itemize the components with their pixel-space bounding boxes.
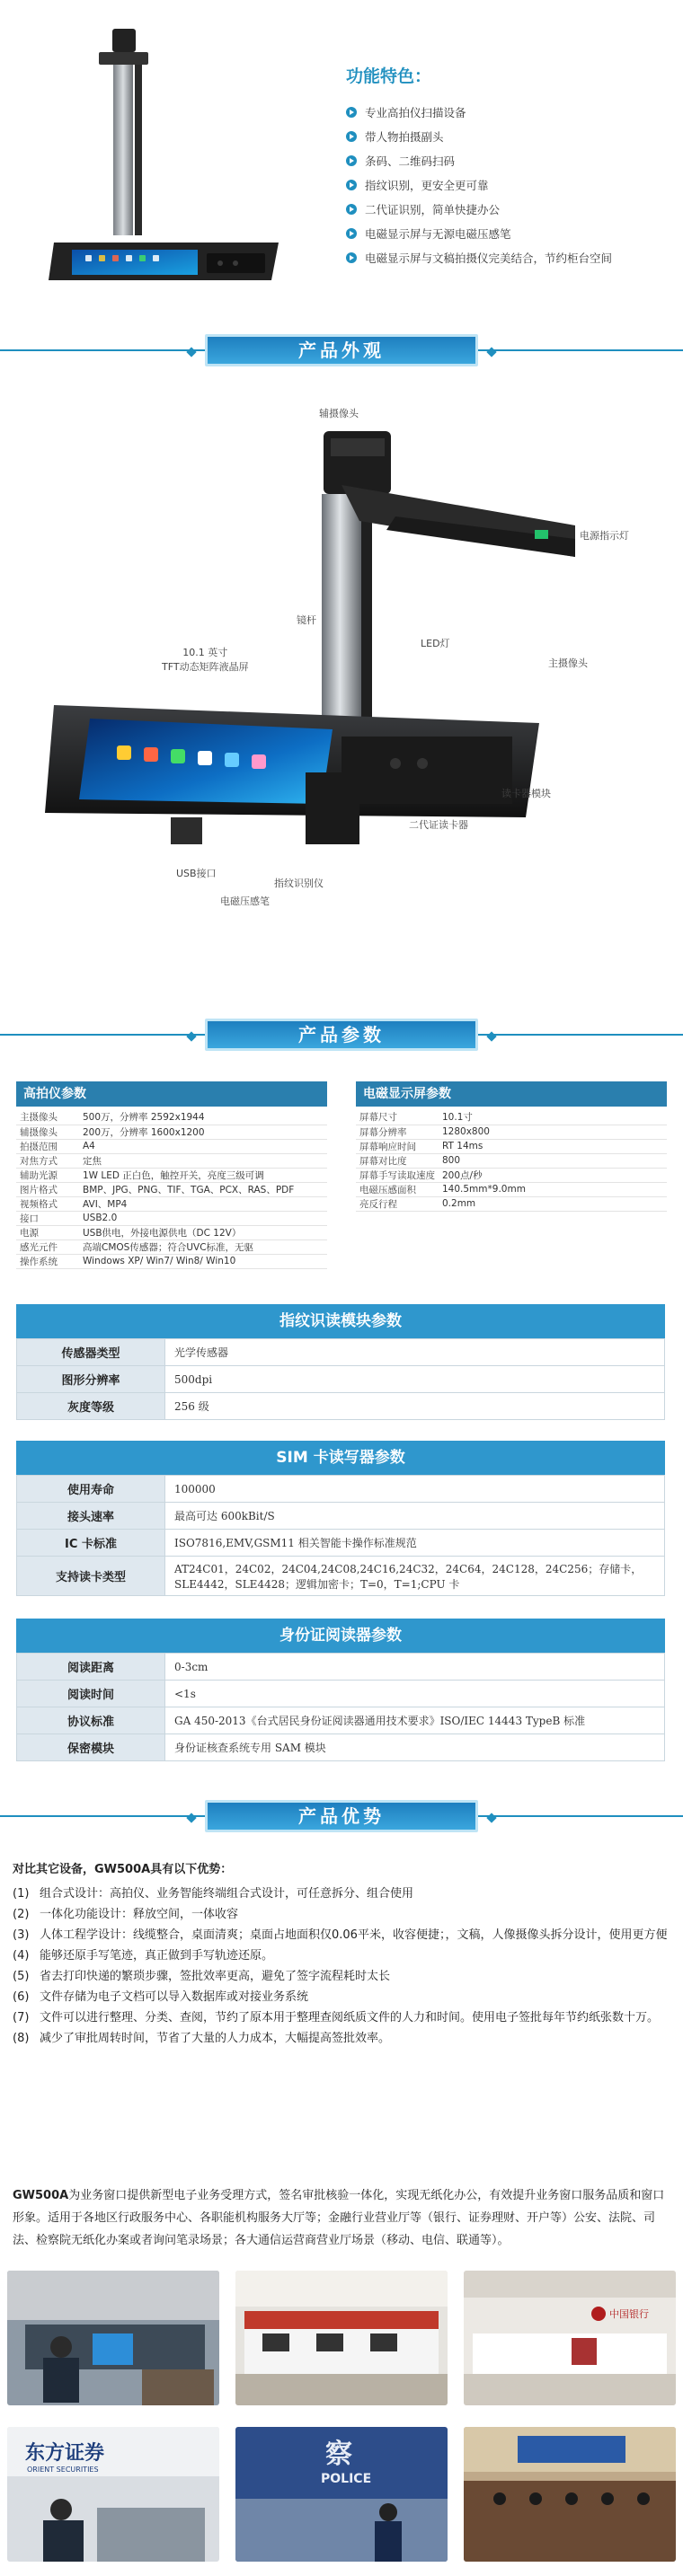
param-key: 电磁压感面积: [356, 1182, 439, 1196]
bank-counter-photo: [235, 2271, 448, 2405]
advantage-item: [13, 1966, 669, 1987]
securities-sign-text: 东方证券: [25, 2442, 105, 2465]
advantage-item: [13, 1883, 669, 1904]
param-row: [16, 1139, 327, 1153]
advantage-text: 能够还原手写笔迹，真正做到手写轨迹还原。: [40, 1949, 274, 1963]
advantage-number: (5): [13, 1970, 30, 1983]
param-key: 主摄像头: [16, 1110, 79, 1125]
feature-text: 电磁显示屏与无源电磁压感笔: [365, 226, 511, 241]
spec-row: [17, 1654, 665, 1681]
param-row: [356, 1153, 667, 1168]
param-value: 高端CMOS传感器；符合UVC标准，无驱: [79, 1239, 327, 1254]
param-value: USB2.0: [79, 1211, 327, 1225]
param-value: Windows XP/ Win7/ Win8/ Win10: [79, 1254, 327, 1268]
feature-text: 条码、二维码扫码: [365, 154, 456, 168]
param-key: 拍摄范围: [16, 1139, 79, 1153]
summary-paragraph: [13, 2184, 669, 2252]
params-banner: [0, 1015, 683, 1054]
feature-text: 电磁显示屏与文稿拍摄仪完美结合，节约柜台空间: [365, 251, 613, 265]
spec-key: IC 卡标准: [17, 1530, 165, 1557]
feature-list: [346, 63, 679, 269]
param-key: 亮反行程: [356, 1196, 439, 1211]
param-value: 1W LED 正白色，触控开关，亮度三级可调: [79, 1168, 327, 1182]
advantage-number: (3): [13, 1928, 30, 1942]
features-title: 功能特色：: [346, 66, 432, 86]
spec-row: [17, 1503, 665, 1530]
callout-usb: USB接口: [176, 868, 217, 879]
camera-params-table: [16, 1110, 327, 1269]
spec-value: 最高可达 600kBit/S: [165, 1503, 665, 1530]
advantage-item: [13, 1987, 669, 2007]
param-row: [356, 1139, 667, 1153]
advantage-item: [13, 1925, 669, 1945]
advantage-item: [13, 1945, 669, 1966]
service-hall-photo: [7, 2271, 219, 2405]
param-row: [16, 1182, 327, 1196]
param-key: 接口: [16, 1211, 79, 1225]
spec-key: 灰度等级: [17, 1393, 165, 1420]
callout-card-reader: 读卡器模块: [501, 788, 551, 799]
police-sign-text: POLICE: [321, 2472, 372, 2486]
spec-row: [17, 1339, 665, 1366]
advantage-item: [13, 2007, 669, 2028]
spec-row: [17, 1734, 665, 1761]
param-key: 辅摄像头: [16, 1125, 79, 1139]
param-row: [356, 1182, 667, 1196]
param-value: RT 14ms: [439, 1139, 667, 1153]
spec-key: 支持读卡类型: [17, 1557, 165, 1596]
screen-params-table: [356, 1110, 667, 1212]
spec-row: [17, 1681, 665, 1707]
param-value: AVI、MP4: [79, 1196, 327, 1211]
param-key: 感光元件: [16, 1239, 79, 1254]
param-value: 10.1寸: [439, 1110, 667, 1125]
param-value: 1280x800: [439, 1125, 667, 1139]
param-key: 电源: [16, 1225, 79, 1239]
advantage-text: 减少了审批周转时间，节省了大量的人力成本，大幅提高签批效率。: [40, 2032, 391, 2045]
spec-key: 协议标准: [17, 1707, 165, 1734]
feature-text: 二代证识别，简单快捷办公: [365, 202, 501, 216]
device-diagram: [36, 395, 629, 898]
param-value: 定焦: [79, 1153, 327, 1168]
feature-text: 带人物拍摄副头: [365, 129, 444, 144]
spec-value: <1s: [165, 1681, 665, 1707]
feature-item: [346, 221, 679, 245]
param-key: 图片格式: [16, 1182, 79, 1196]
play-bullet-icon: [346, 180, 357, 190]
play-bullet-icon: [346, 155, 357, 166]
param-row: [16, 1239, 327, 1254]
param-key: 屏幕响应时间: [356, 1139, 439, 1153]
feature-item: [346, 197, 679, 221]
param-key: 对焦方式: [16, 1153, 79, 1168]
spec-value: 0-3cm: [165, 1654, 665, 1681]
appearance-banner: [0, 331, 683, 370]
feature-item: [346, 100, 679, 124]
play-bullet-icon: [346, 131, 357, 142]
callout-fingerprint: 指纹识别仪: [274, 878, 324, 889]
param-value: 200万，分辨率 1600x1200: [79, 1125, 327, 1139]
fingerprint-params-table: [16, 1338, 665, 1420]
param-row: [356, 1196, 667, 1211]
advantage-number: (4): [13, 1949, 30, 1963]
spec-value: ISO7816,EMV,GSM11 相关智能卡操作标准规范: [165, 1530, 665, 1557]
sim-params-title: SIM 卡读写器参数: [16, 1441, 665, 1475]
spec-value: AT24C01，24C02，24C04,24C08,24C16,24C32，24C64，24C128，24C256；存储卡，SLE4442，SLE4428；逻辑加密卡；T=0，T=1;CPU 卡: [165, 1557, 665, 1596]
police-sign-cn: 察: [325, 2439, 352, 2470]
spec-key: 保密模块: [17, 1734, 165, 1761]
param-row: [356, 1125, 667, 1139]
advantage-number: (8): [13, 2032, 30, 2045]
appearance-section: [0, 377, 683, 1024]
advantage-text: 人体工程学设计：线缆整合，桌面清爽；桌面占地面积仅0.06平米，收容便捷；，文稿，人像摄像头拆分设计，使用更方便: [40, 1928, 668, 1942]
advantage-item: [13, 1904, 669, 1925]
spec-value: 100000: [165, 1476, 665, 1503]
meeting-room-photo: [464, 2427, 676, 2562]
callout-power-light: 电源指示灯: [580, 530, 629, 542]
param-value: 500万，分辨率 2592x1944: [79, 1110, 327, 1125]
advantage-text: 文件可以进行整理、分类、查阅，节约了原本用于整理查阅纸质文件的人力和时间。使用电子签批每年节约纸张数十万。: [40, 2011, 660, 2025]
param-key: 屏幕手写读取速度: [356, 1168, 439, 1182]
param-key: 视频格式: [16, 1196, 79, 1211]
advantage-text: 省去打印快递的繁琐步骤，签批效率更高，避免了签字流程耗时太长: [40, 1970, 391, 1983]
advantage-text: 组合式设计：高拍仪、业务智能终端组合式设计，可任意拆分、组合使用: [40, 1887, 414, 1901]
param-row: [16, 1125, 327, 1139]
param-value: A4: [79, 1139, 327, 1153]
callout-arm: 镜杆: [297, 614, 316, 626]
sim-params-table: [16, 1475, 665, 1596]
securities-office-photo: [7, 2427, 219, 2562]
param-row: [356, 1110, 667, 1125]
param-key: 屏幕分辨率: [356, 1125, 439, 1139]
spec-value: 身份证核查系统专用 SAM 模块: [165, 1734, 665, 1761]
feature-text: 指纹识别，更安全更可靠: [365, 178, 489, 192]
param-key: 屏幕对比度: [356, 1153, 439, 1168]
param-value: USB供电，外接电源供电（DC 12V）: [79, 1225, 327, 1239]
callout-screen: 10.1 英寸 TFT动态矩阵液晶屏: [162, 647, 249, 673]
advantage-number: (1): [13, 1887, 30, 1901]
appearance-banner-title: 产品外观: [205, 334, 478, 366]
spec-value: 256 级: [165, 1393, 665, 1420]
advantage-item: [13, 2028, 669, 2049]
param-value: 140.5mm*9.0mm: [439, 1182, 667, 1196]
spec-row: [17, 1393, 665, 1420]
feature-item: [346, 124, 679, 148]
param-row: [16, 1254, 327, 1268]
param-key: 操作系统: [16, 1254, 79, 1268]
police-office-photo: [235, 2427, 448, 2562]
callout-id-reader: 二代证读卡器: [409, 819, 468, 831]
param-key: 屏幕尺寸: [356, 1110, 439, 1125]
advantage-number: (6): [13, 1990, 30, 2004]
spec-key: 图形分辨率: [17, 1366, 165, 1393]
advantages-banner-title: 产品优势: [205, 1800, 478, 1832]
advantages-intro: 对比其它设备，GW500A具有以下优势：: [13, 1863, 233, 1876]
screen-params-title: 电磁显示屏参数: [356, 1081, 667, 1107]
play-bullet-icon: [346, 228, 357, 239]
idcard-params-table: [16, 1653, 665, 1761]
play-bullet-icon: [346, 204, 357, 215]
spec-value: GA 450-2013《台式居民身份证阅读器通用技术要求》ISO/IEC 14443 TypeB 标准: [165, 1707, 665, 1734]
callout-led: LED灯: [421, 638, 450, 649]
params-banner-title: 产品参数: [205, 1019, 478, 1051]
feature-item: [346, 245, 679, 269]
camera-params-title: 高拍仪参数: [16, 1081, 327, 1107]
feature-item: [346, 148, 679, 172]
advantage-number: (7): [13, 2011, 30, 2025]
feature-item: [346, 172, 679, 197]
bank-sign-text: 中国银行: [609, 2308, 649, 2320]
feature-text: 专业高拍仪扫描设备: [365, 105, 466, 119]
param-value: 800: [439, 1153, 667, 1168]
spec-row: [17, 1530, 665, 1557]
param-row: [16, 1110, 327, 1125]
play-bullet-icon: [346, 107, 357, 118]
securities-sign-en: ORIENT SECURITIES: [27, 2466, 99, 2474]
play-bullet-icon: [346, 252, 357, 263]
summary-brand: GW500A: [13, 2189, 69, 2202]
callout-aux-camera: 辅摄像头: [319, 408, 359, 419]
fingerprint-params-title: 指纹识读模块参数: [16, 1304, 665, 1338]
spec-row: [17, 1707, 665, 1734]
advantages-list: [13, 1859, 669, 2049]
param-value: 200点/秒: [439, 1168, 667, 1182]
summary-text: 为业务窗口提供新型电子业务受理方式，签名审批核验一体化，实现无纸化办公，有效提升业务窗口服务品质和窗口形象。适用于各地区行政服务中心、各职能机构服务大厅等；金融行业营业厅等（银行、证券理财、开户等）公安、法院、司法、检察院无纸化办案或者询问笔录场景；各大通信运营商营业厅场景（移动、电信、联通等）。: [13, 2189, 665, 2247]
spec-key: 阅读时间: [17, 1681, 165, 1707]
param-row: [16, 1168, 327, 1182]
param-key: 辅助光源: [16, 1168, 79, 1182]
spec-row: [17, 1557, 665, 1596]
param-value: 0.2mm: [439, 1196, 667, 1211]
spec-key: 使用寿命: [17, 1476, 165, 1503]
param-row: [16, 1225, 327, 1239]
advantages-banner: [0, 1796, 683, 1836]
advantage-text: 文件存储为电子文档可以导入数据库或对接业务系统: [40, 1990, 309, 2004]
hero-section: [0, 0, 683, 305]
spec-row: [17, 1366, 665, 1393]
bank-branch-photo: [464, 2271, 676, 2405]
param-row: [16, 1211, 327, 1225]
spec-row: [17, 1476, 665, 1503]
callout-pen: 电磁压感笔: [220, 895, 270, 907]
param-row: [16, 1153, 327, 1168]
param-value: BMP、JPG、PNG、TIF、TGA、PCX、RAS、PDF: [79, 1182, 327, 1196]
advantage-number: (2): [13, 1908, 30, 1921]
callout-main-camera: 主摄像头: [548, 657, 588, 669]
spec-key: 阅读距离: [17, 1654, 165, 1681]
spec-value: 光学传感器: [165, 1339, 665, 1366]
param-row: [356, 1168, 667, 1182]
spec-key: 传感器类型: [17, 1339, 165, 1366]
param-row: [16, 1196, 327, 1211]
hero-device-image: [36, 18, 306, 296]
advantage-text: 一体化功能设计：释放空间，一体收容: [40, 1908, 239, 1921]
idcard-params-title: 身份证阅读器参数: [16, 1619, 665, 1653]
spec-key: 接头速率: [17, 1503, 165, 1530]
spec-value: 500dpi: [165, 1366, 665, 1393]
